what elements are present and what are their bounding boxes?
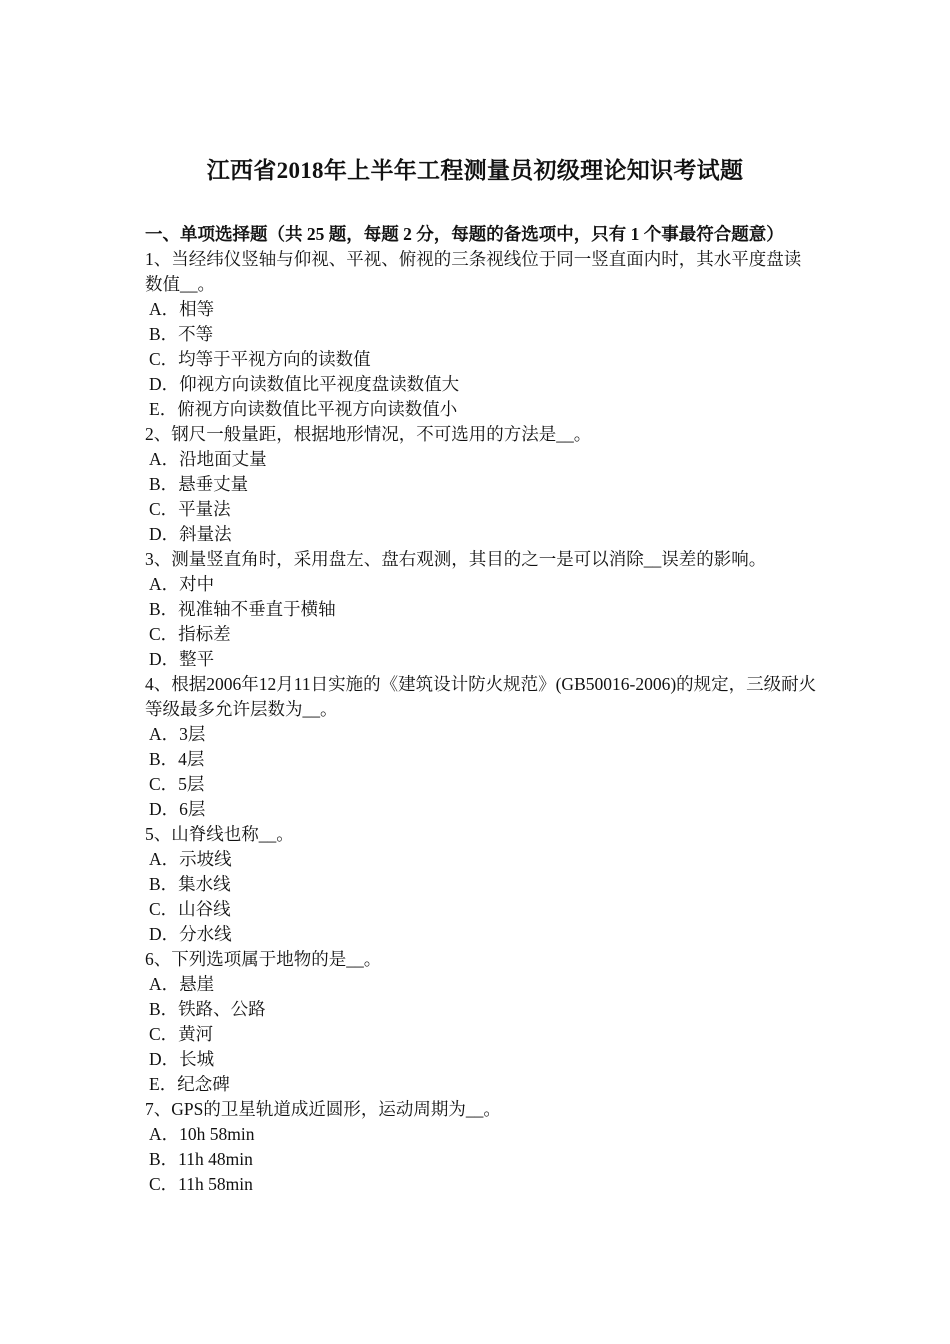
answer-option: B．不等 [149,324,214,344]
question-text: 6、下列选项属于地物的是__。 [145,949,382,969]
answer-option: B．铁路、公路 [149,999,266,1019]
question-block [145,672,818,822]
section-heading: 一、单项选择题（共 25 题，每题 2 分，每题的备选项中，只有 1 个事最符合题意） [145,224,784,244]
answer-option: C．指标差 [149,624,231,644]
answer-option: A．对中 [149,574,215,594]
question-text: 7、GPS的卫星轨道成近圆形，运动周期为__。 [145,1099,501,1119]
answer-option: D．整平 [149,649,215,669]
question-list [145,247,818,1197]
question-block [145,422,818,547]
question-text: 1、当经纬仪竖轴与仰视、平视、俯视的三条视线位于同一竖直面内时，其水平度盘读数值__。 [145,249,802,294]
answer-option: D．仰视方向读数值比平视度盘读数值大 [149,374,460,394]
answer-option: A．3层 [149,724,206,744]
question-block [145,547,818,672]
answer-option: C．均等于平视方向的读数值 [149,349,371,369]
answer-option: A．相等 [149,299,215,319]
answer-option: B．11h 48min [149,1149,253,1169]
question-text: 4、根据2006年12月11日实施的《建筑设计防火规范》(GB50016-2006)的规定，三级耐火等级最多允许层数为__。 [145,674,817,719]
question-block [145,1097,818,1197]
answer-option: D．6层 [149,799,206,819]
question-text: 2、钢尺一般量距，根据地形情况，不可选用的方法是__。 [145,424,592,444]
answer-option: D．斜量法 [149,524,232,544]
answer-option: A．10h 58min [149,1124,255,1144]
answer-option: D．分水线 [149,924,232,944]
answer-option: C．平量法 [149,499,231,519]
answer-option: A．示坡线 [149,849,232,869]
answer-option: B．集水线 [149,874,231,894]
answer-option: A．悬崖 [149,974,215,994]
answer-option: C．5层 [149,774,205,794]
question-block [145,247,818,422]
answer-option: D．长城 [149,1049,215,1069]
answer-option: B．悬垂丈量 [149,474,249,494]
question-text: 3、测量竖直角时，采用盘左、盘右观测，其目的之一是可以消除__误差的影响。 [145,549,767,569]
answer-option: C．山谷线 [149,899,231,919]
answer-option: E．纪念碑 [149,1074,230,1094]
answer-option: E．俯视方向读数值比平视方向读数值小 [149,399,458,419]
answer-option: B．4层 [149,749,205,769]
answer-option: C．黄河 [149,1024,214,1044]
answer-option: C．11h 58min [149,1174,253,1194]
page-title: 江西省2018年上半年工程测量员初级理论知识考试题 [206,158,744,183]
answer-option: A．沿地面丈量 [149,449,267,469]
question-block [145,947,818,1097]
answer-option: B．视准轴不垂直于横轴 [149,599,336,619]
question-block [145,822,818,947]
question-text: 5、山脊线也称__。 [145,824,294,844]
exam-content [145,222,818,1197]
